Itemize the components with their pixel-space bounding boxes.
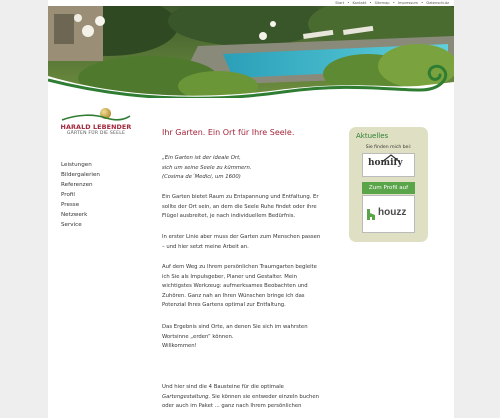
text-line: wichtigstes Werkzeug: aufmerksames Beobachten und [162,283,308,289]
top-nav-separator: • [369,1,372,5]
quote-paragraph [162,154,342,183]
nav-item-bildergalerien[interactable]: Bildergalerien [61,172,100,178]
houzz-icon [367,209,375,220]
nav-item-referenzen[interactable]: Referenzen [61,182,93,188]
text-line: Wortsinne „erden“ können. [162,333,234,340]
third-paragraph [162,263,342,311]
page [48,0,454,418]
top-nav-start[interactable]: Start [335,1,345,5]
text-line: Und hier sind die 4 Bausteine für die optimale [162,384,284,390]
text-line: Potenzial Ihres Gartens optimal zur Entfaltung. [162,302,286,308]
site-logo[interactable] [60,108,132,140]
top-nav-sitemap[interactable]: Sitemap [374,1,390,5]
nav-item-netzwerk[interactable]: Netzwerk [61,212,88,218]
text-line: oder auch im Paket ... ganz nach Ihrem persönlichen [162,403,302,409]
fifth-paragraph [162,383,342,412]
text-line: Auf dem Weg zu Ihrem persönlichen Traumgarten begleite [162,264,317,270]
garden-pool-image [48,6,454,98]
profile-button[interactable]: Zum Profil auf [362,182,415,194]
header-garden-photo [48,6,454,98]
main-content [162,128,342,409]
text-line: ich Sie als Impulsgeber, Planer und Gestalter. Mein [162,273,297,280]
text-line: Zuhören. Ganz nah an Ihren Wünschen bringe ich das [162,292,305,299]
text-line [162,393,342,403]
homify-label: homify [368,158,403,168]
nav-item-leistungen[interactable]: Leistungen [61,162,92,168]
top-nav-kontakt[interactable]: Kontakt [352,1,367,5]
text-line: Flügel ausbreitet, je nach individuellem Bedürfnis. [162,213,296,219]
top-nav-separator: • [347,1,350,5]
text-line: In erster Linie aber muss der Garten zum Menschen passen [162,234,321,240]
intro-paragraph [162,193,342,222]
text-line: – und hier setzt meine Arbeit an. [162,243,249,250]
homify-logo-link[interactable] [362,153,415,177]
top-nav-datenschutz[interactable]: Datenschutz [426,1,449,5]
italic-text: Gartengestaltung. [162,393,211,400]
top-nav-impressum[interactable]: Impressum [398,1,418,5]
top-nav-separator: • [392,1,395,5]
quote-line: „Ein Garten ist der ideale Ort, [162,155,241,161]
houzz-label: houzz [378,207,407,218]
logo-tagline: GÄRTEN FÜR DIE SEELE [66,131,126,136]
fourth-paragraph [162,323,342,352]
news-title: Aktuelles [356,132,389,140]
news-sidebar-box [349,127,428,242]
top-nav-separator: • [421,1,424,5]
text-span: Sie können sie entweder einzeln buchen [210,393,320,400]
nav-item-service[interactable]: Service [61,222,82,228]
side-navigation [61,160,141,230]
houzz-logo-link[interactable] [362,195,415,233]
logo-name: HARALD LEBENDER [60,123,132,131]
page-title: Ihr Garten. Ein Ort für Ihre Seele. [162,128,295,137]
text-line: Ein Garten bietet Raum zu Entspannung und Entfaltung. Er [162,194,319,200]
nav-item-profil[interactable]: Profil [61,192,75,198]
nav-item-presse[interactable]: Presse [61,202,80,208]
quote-line: sich um seine Seele zu kümmern. [162,164,252,171]
text-line: Das Ergebnis sind Orte, an denen Sie sich im wahrsten [162,324,308,330]
text-line: Willkommen! [162,343,197,349]
text-line: sollte der Ort sein, an dem die Seele Ruhe findet oder ihre [162,203,317,210]
second-paragraph [162,233,342,252]
top-meta-nav [334,1,450,5]
quote-line: (Cosima de´Medici, um 1600) [162,174,241,180]
find-me-label: Sie finden mich bei: [365,145,412,150]
logo-swoosh-icon [60,112,132,122]
